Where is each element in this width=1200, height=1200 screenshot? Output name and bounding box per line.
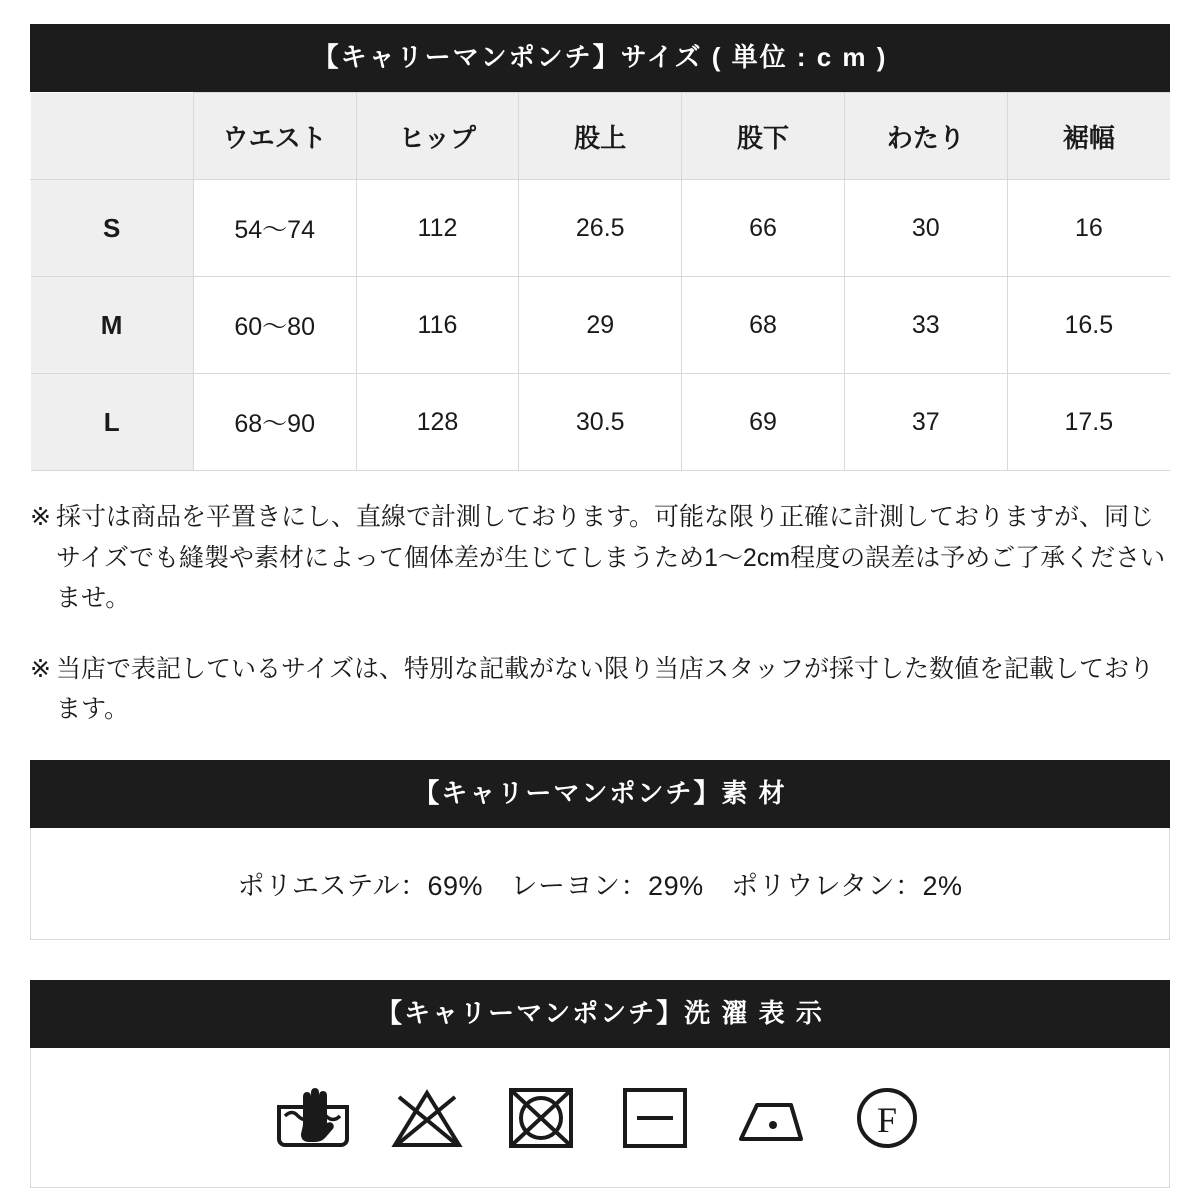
material-section-title: 【キャリーマンポンチ】素 材 (30, 760, 1170, 828)
no-bleach-icon (389, 1083, 465, 1153)
iron-low-icon (731, 1083, 811, 1153)
table-row (31, 374, 1171, 471)
material-content (30, 828, 1170, 940)
note-text: 採寸は商品を平置きにし、直線で計測しております。可能な限り正確に計測しておりますが、同じサイズでも縫製や素材によって個体差が生じてしまうため1〜2cm程度の誤差は予めご了承くださいませ。 (56, 503, 1166, 613)
column-header-hem: 裾幅 (1007, 93, 1170, 180)
care-section (30, 980, 1170, 1188)
cell-s-hem: 16 (1007, 180, 1170, 277)
size-section (30, 24, 1170, 471)
cell-m-hip: 116 (356, 277, 519, 374)
cell-l-waist: 68〜90 (193, 374, 356, 471)
no-tumble-dry-icon (503, 1083, 579, 1153)
cell-m-inseam: 68 (682, 277, 845, 374)
cell-s-rise: 26.5 (519, 180, 682, 277)
table-row (31, 277, 1171, 374)
note-measurement-tolerance (30, 497, 1170, 619)
svg-text:F: F (876, 1099, 898, 1140)
column-header-inseam: 股下 (682, 93, 845, 180)
column-header-hip: ヒップ (356, 93, 519, 180)
cell-l-hem: 17.5 (1007, 374, 1170, 471)
dry-clean-f-icon (849, 1083, 925, 1153)
material-section (30, 760, 1170, 940)
note-staff-measured (30, 649, 1170, 730)
row-header-size-l: L (31, 374, 194, 471)
size-table-corner-cell (31, 93, 194, 180)
table-row (31, 180, 1171, 277)
cell-m-rise: 29 (519, 277, 682, 374)
cell-s-thigh: 30 (844, 180, 1007, 277)
cell-m-waist: 60〜80 (193, 277, 356, 374)
care-symbols-row (30, 1048, 1170, 1188)
cell-l-hip: 128 (356, 374, 519, 471)
cell-l-rise: 30.5 (519, 374, 682, 471)
note-marker: ※ (30, 654, 51, 683)
cell-s-waist: 54〜74 (193, 180, 356, 277)
row-header-size-s: S (31, 180, 194, 277)
size-table-body (31, 180, 1171, 471)
cell-l-inseam: 69 (682, 374, 845, 471)
column-header-waist: ウエスト (193, 93, 356, 180)
size-table-header-row (31, 93, 1171, 180)
size-table (30, 92, 1170, 471)
cell-m-hem: 16.5 (1007, 277, 1170, 374)
cell-m-thigh: 33 (844, 277, 1007, 374)
cell-l-thigh: 37 (844, 374, 1007, 471)
size-section-title: 【キャリーマンポンチ】サイズ ( 単位 : c m ) (30, 24, 1170, 92)
size-table-head (31, 93, 1171, 180)
column-header-rise: 股上 (519, 93, 682, 180)
cell-s-inseam: 66 (682, 180, 845, 277)
measurement-notes (30, 497, 1170, 730)
row-header-size-m: M (31, 277, 194, 374)
material-text: ポリエステル：69% レーヨン：29% ポリウレタン：2% (237, 870, 963, 901)
note-marker: ※ (30, 503, 51, 532)
hand-wash-icon (275, 1083, 351, 1153)
flat-dry-icon (617, 1083, 693, 1153)
care-section-title: 【キャリーマンポンチ】洗 濯 表 示 (30, 980, 1170, 1048)
cell-s-hip: 112 (356, 180, 519, 277)
column-header-thigh: わたり (844, 93, 1007, 180)
note-text: 当店で表記しているサイズは、特別な記載がない限り当店スタッフが採寸した数値を記載しております。 (56, 654, 1155, 724)
